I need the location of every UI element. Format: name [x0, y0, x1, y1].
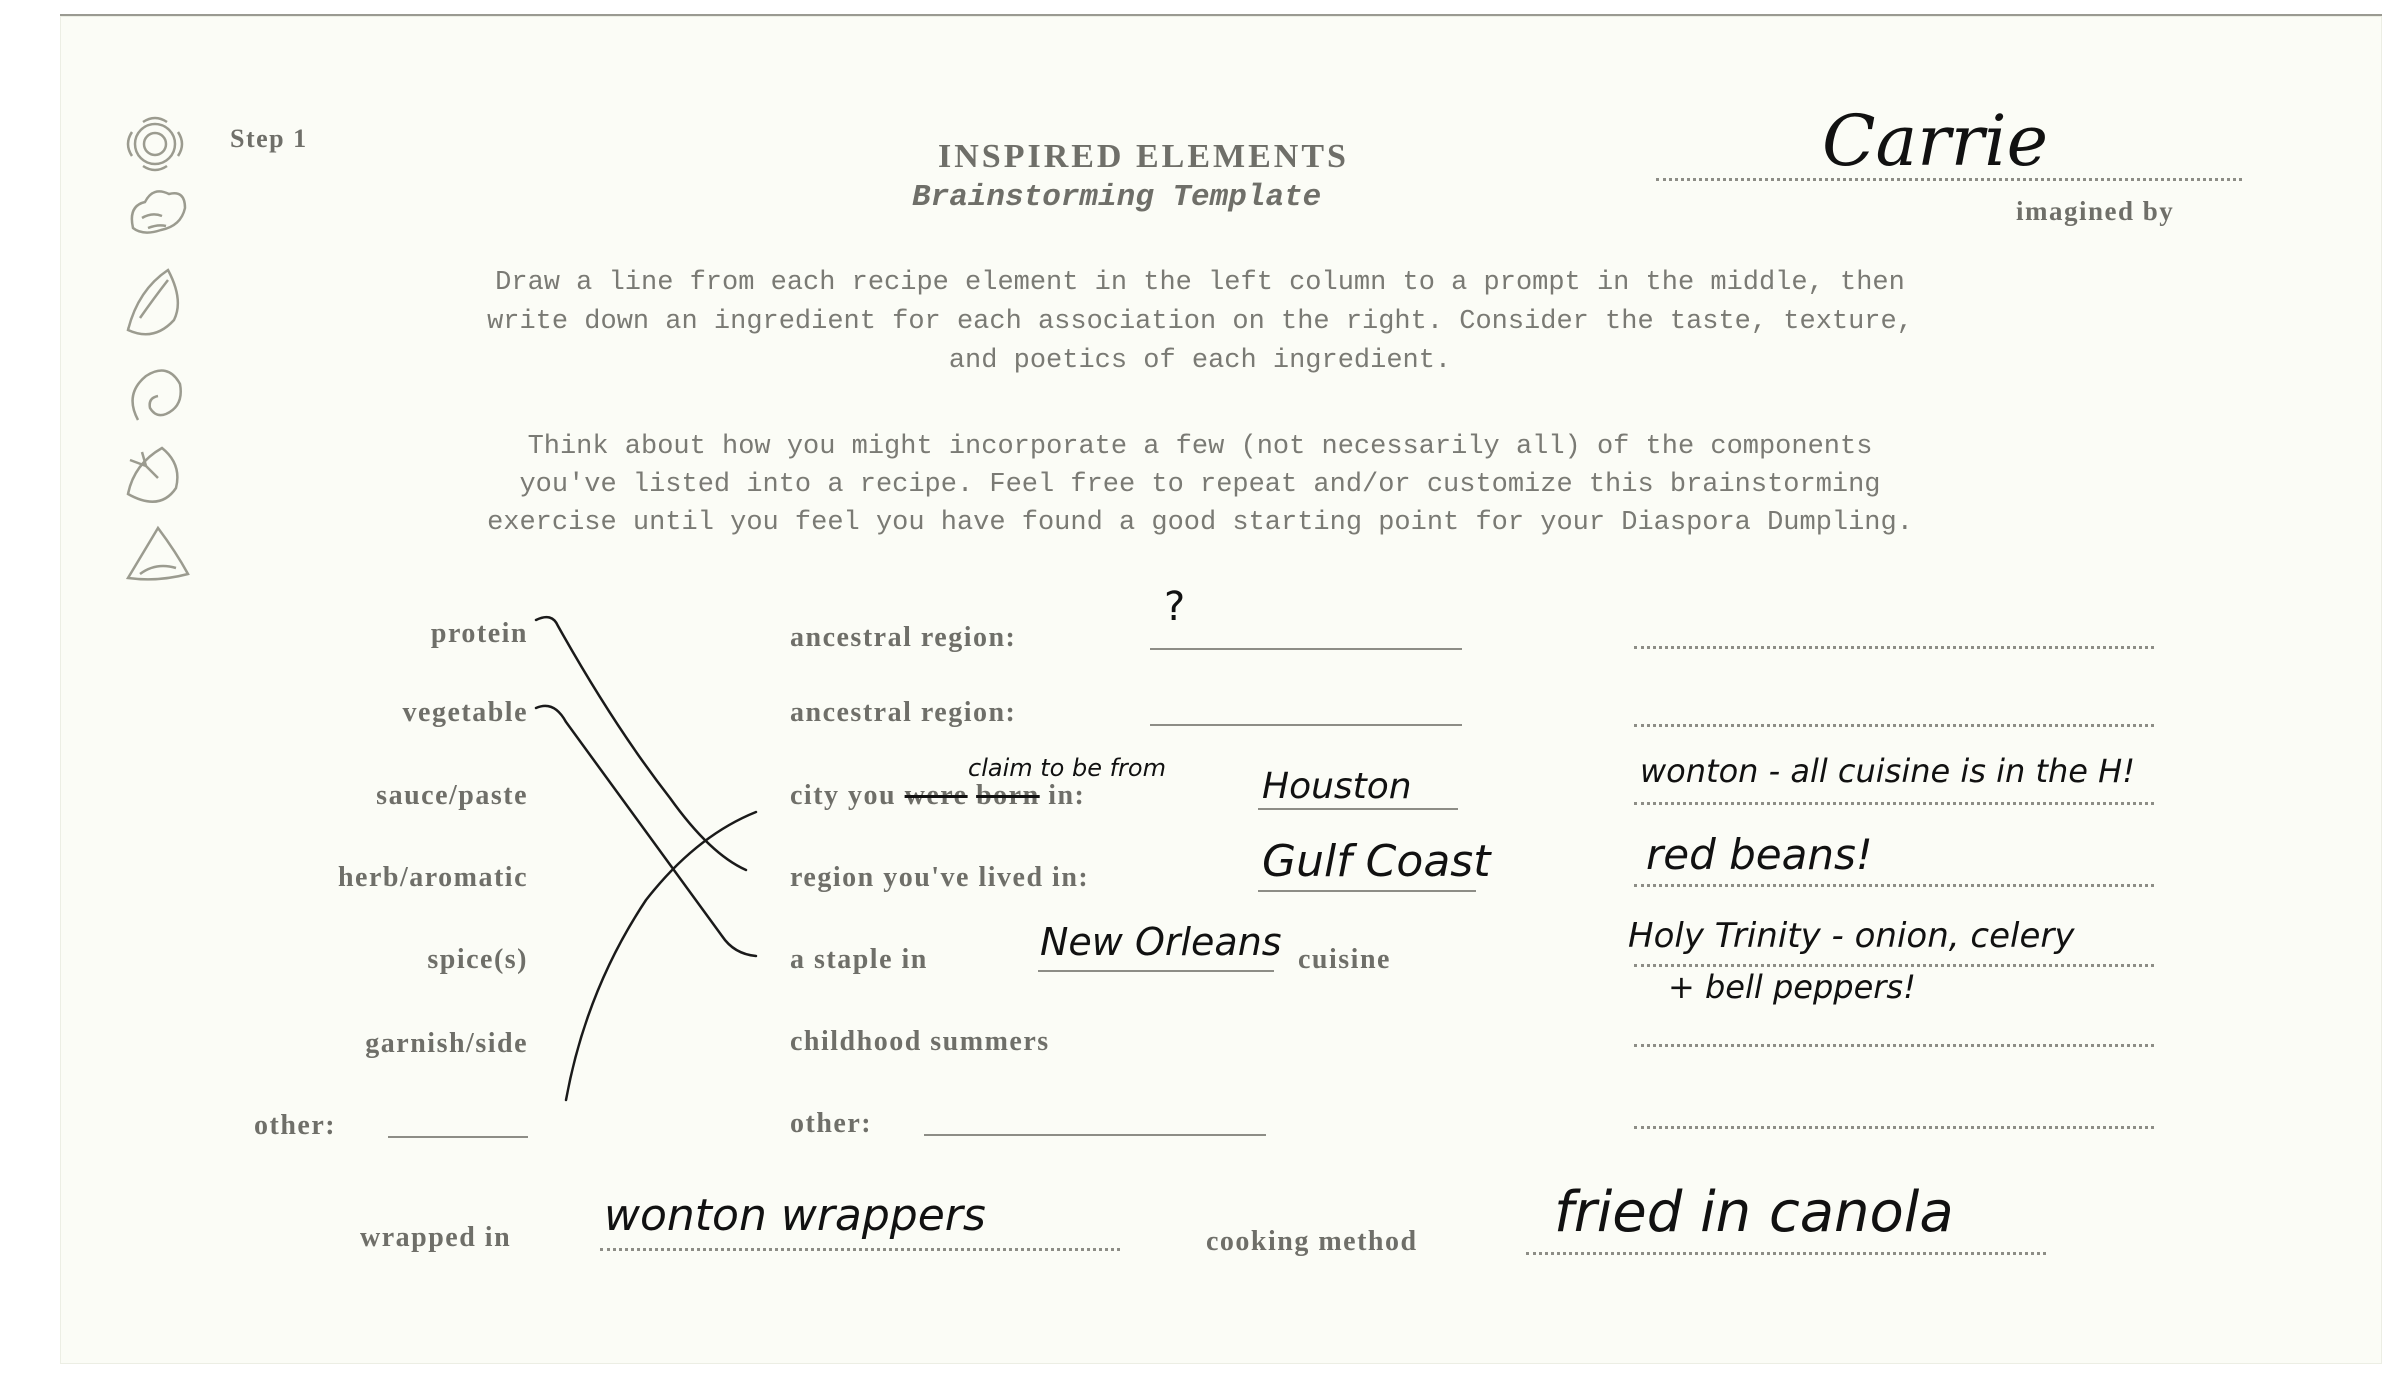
- element-garnish-side[interactable]: garnish/side: [365, 1028, 528, 1059]
- prompt-city-label: city you: [790, 780, 897, 811]
- prompt-city-in: in:: [1048, 780, 1086, 811]
- cooking-method-label: cooking method: [1206, 1226, 1418, 1257]
- connector-protein-region: [536, 617, 746, 870]
- prompt-ancestral-region-2[interactable]: ancestral region:: [790, 697, 1017, 728]
- element-protein[interactable]: protein: [430, 618, 528, 649]
- connector-garnish-city: [566, 812, 756, 1100]
- wrapped-in-label: wrapped in: [360, 1222, 512, 1253]
- page-subtitle: Brainstorming Template: [912, 180, 1322, 215]
- prompt-city-born: born: [976, 780, 1040, 811]
- handwritten-answer-city: wonton - all cuisine is in the H!: [1640, 752, 2136, 790]
- prompt-staple-label: a staple in: [790, 944, 928, 975]
- handwritten-region: Gulf Coast: [1262, 836, 1491, 887]
- element-herb-aromatic[interactable]: herb/aromatic: [337, 862, 528, 893]
- instructions-line: write down an ingredient for each association on the right. Consider the taste, texture,: [487, 307, 1913, 337]
- imagined-by-label: imagined by: [2016, 196, 2175, 226]
- handwritten-cooking: fried in canola: [1554, 1180, 1954, 1245]
- handwritten-wrapped: wonton wrappers: [604, 1190, 986, 1241]
- handwritten-answer-staple-1: Holy Trinity - onion, celery: [1628, 916, 2075, 956]
- handwritten-ancestral-1: ?: [1164, 584, 1186, 630]
- handwritten-city-insert: claim to be from: [968, 754, 1166, 782]
- page-title: INSPIRED ELEMENTS: [938, 138, 1349, 175]
- cooking-method-line[interactable]: [1526, 1252, 2046, 1255]
- instructions-line: Think about how you might incorporate a few (not necessarily all) of the components: [527, 432, 1873, 462]
- instructions-line: you've listed into a recipe. Feel free to repeat and/or customize this brainstorming: [519, 470, 1881, 500]
- step-label: Step 1: [230, 124, 308, 153]
- prompt-childhood-summers[interactable]: childhood summers: [790, 1026, 1050, 1057]
- handwritten-answer-staple-2: + bell peppers!: [1668, 968, 1916, 1006]
- handwritten-answer-region: red beans!: [1646, 830, 1873, 879]
- connector-vegetable-staple: [536, 706, 756, 956]
- prompt-city-were: were: [904, 780, 968, 811]
- prompt-staple-suffix: cuisine: [1298, 944, 1391, 975]
- instructions-line: exercise until you feel you have found a good starting point for your Diaspora Dumpling.: [487, 508, 1913, 538]
- handwritten-staple: New Orleans: [1040, 920, 1282, 964]
- imagined-by-value: Carrie: [1822, 100, 2049, 182]
- prompt-ancestral-region-1[interactable]: ancestral region:: [790, 622, 1017, 653]
- instructions-line: Draw a line from each recipe element in the left column to a prompt in the middle, then: [495, 268, 1905, 298]
- element-other[interactable]: other:: [254, 1110, 337, 1141]
- wrapped-in-line[interactable]: [600, 1248, 1120, 1251]
- instructions-line: and poetics of each ingredient.: [948, 346, 1452, 376]
- prompt-region-lived[interactable]: region you've lived in:: [790, 862, 1090, 893]
- handwritten-city: Houston: [1262, 766, 1412, 807]
- element-vegetable[interactable]: vegetable: [402, 697, 528, 728]
- element-spices[interactable]: spice(s): [427, 944, 528, 975]
- prompt-other[interactable]: other:: [790, 1108, 873, 1139]
- element-sauce-paste[interactable]: sauce/paste: [376, 780, 528, 811]
